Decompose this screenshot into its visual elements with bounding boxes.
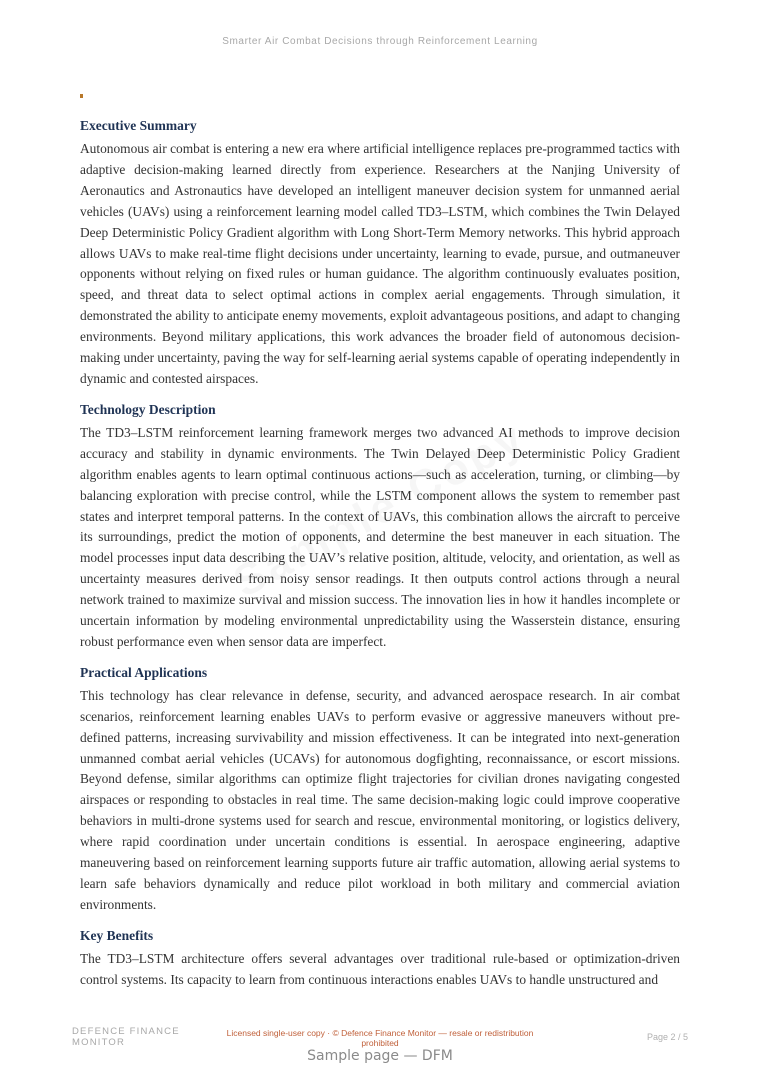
footer-license-notice: Licensed single-user copy · © Defence Finance Monitor — resale or redistribution prohibited (226, 1028, 534, 1048)
accent-mark (80, 94, 83, 98)
section-paragraph: The TD3–LSTM reinforcement learning framework merges two advanced AI methods to improve decision accuracy and stability in dynamic environments. The Twin Delayed Deep Deterministic Policy Gradient algorithm enables agents to learn optimal continuous actions—such as acceleration, turning, or climbing—by balancing exploration with precise control, while the LSTM component allows the system to remember past states and interpret temporal patterns. In the context of UAVs, this combination allows the aircraft to perceive its surroundings, predict the motion of opponents, and determine the best maneuver in each situation. The model processes input data describing the UAV’s relative position, altitude, velocity, and orientation, as well as uncertainty measures derived from noisy sensor readings. It then outputs control actions through a neural network trained to maximize survival and mission success. The innovation lies in how it handles incomplete or uncertain information by modeling environmental unpredictability using the Wasserstein distance, ensuring robust performance even when sensor data are imperfect. (80, 424, 680, 649)
running-header: Smarter Air Combat Decisions through Reinforcement Learning (222, 36, 538, 47)
section-heading: Practical Applications (80, 664, 208, 680)
section-executive-summary (80, 116, 680, 390)
document-body (80, 116, 680, 1001)
section-key-benefits (80, 926, 680, 991)
footer-brand: DEFENCE FINANCE MONITOR (72, 1026, 180, 1048)
section-heading: Key Benefits (80, 927, 154, 943)
section-practical-applications (80, 663, 680, 916)
section-heading: Executive Summary (80, 118, 197, 133)
section-paragraph: The TD3–LSTM architecture offers several advantages over traditional rule-based or optimization-driven control systems. Its capacity to learn from continuous interactions enables UAVs to handle unstructured and (80, 950, 680, 987)
section-paragraph: Autonomous air combat is entering a new era where artificial intelligence replaces pre-programmed tactics with adaptive decision-making learned directly from experience. Researchers at the Nanjing University of Aeronautics and Astronautics have developed an intelligent maneuver decision system for unmanned aerial vehicles (UAVs) using a reinforcement learning model called TD3–LSTM, which combines the Twin Delayed Deep Deterministic Policy Gradient algorithm with Long Short-Term Memory networks. This hybrid approach allows UAVs to make real-time flight decisions under uncertainty, learning to evade, pursue, and outmaneuver opponents without relying on fixed rules or human guidance. The algorithm continuously evaluates position, speed, and threat data to select optimal actions in complex aerial engagements. Through simulation, it demonstrated the ability to anticipate enemy movements, exploit advantageous positions, and adapt to changing environments. Beyond military applications, this work advances the broader field of autonomous decision-making under uncertainty, paving the way for self-learning aerial systems capable of operating independently in dynamic and contested airspaces. (80, 141, 680, 386)
sample-page-label: Sample page — DFM (307, 1048, 453, 1064)
section-paragraph: This technology has clear relevance in defense, security, and advanced aerospace research. In air combat scenarios, reinforcement learning enables UAVs to perform evasive or aggressive maneuvers without pre-defined patterns, increasing survivability and mission effectiveness. It can be integrated into next-generation unmanned combat aerial vehicles (UCAVs) for autonomous dogfighting, reconnaissance, or escort missions. Beyond defense, similar algorithms can optimize flight trajectories for civilian drones navigating congested airspaces or responding to obstacles in real time. The same decision-making logic could improve cooperative behaviors in multi-drone systems used for search and rescue, environmental monitoring, or logistics delivery, where rapid coordination under uncertain conditions is essential. In aerospace engineering, adaptive maneuvering based on reinforcement learning supports future air traffic automation, allowing aerial systems to learn safe behaviors dynamically and reduce pilot workload in both military and commercial aviation environments. (80, 687, 680, 912)
section-technology-description (80, 400, 680, 653)
section-heading: Technology Description (80, 401, 216, 417)
page-number: Page 2 / 5 (646, 1032, 688, 1042)
